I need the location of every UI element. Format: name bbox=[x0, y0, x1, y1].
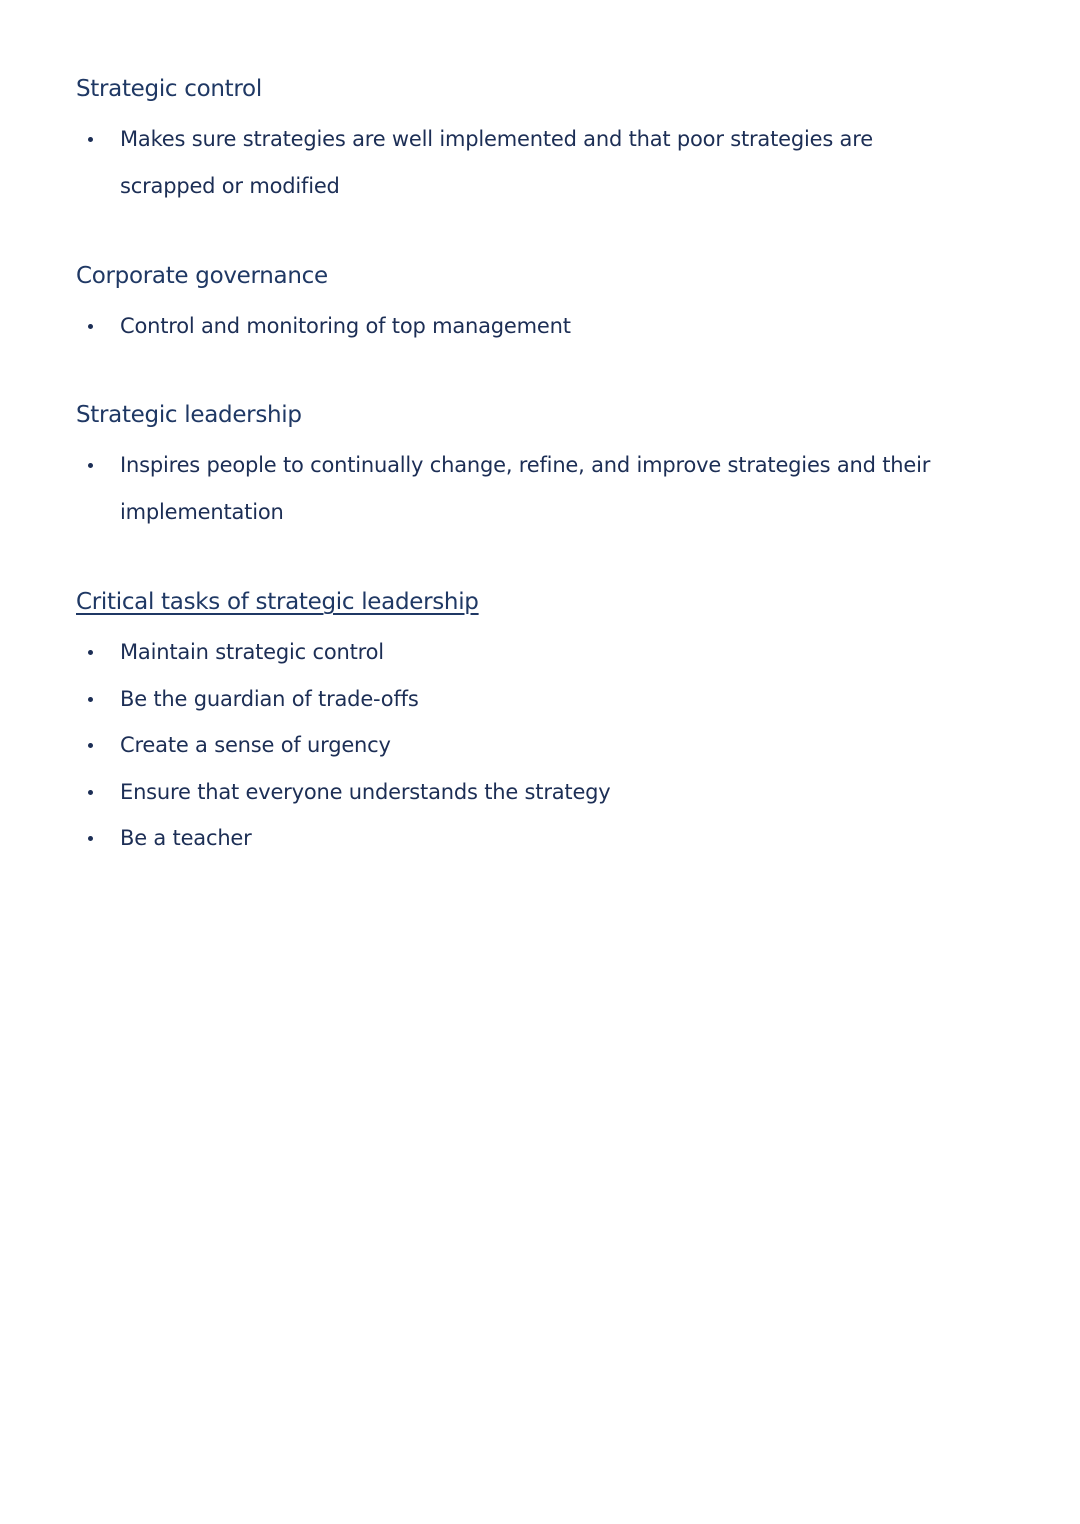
bullet-text: Makes sure strategies are well implemented and that poor strategies are scrapped or modified bbox=[120, 127, 873, 198]
list-item bbox=[76, 676, 1020, 723]
list-item bbox=[76, 629, 1020, 676]
bullet-text: Control and monitoring of top management bbox=[120, 314, 571, 338]
list-item bbox=[76, 815, 1020, 862]
bullet-text: Create a sense of urgency bbox=[120, 733, 391, 757]
bullet-text: Be a teacher bbox=[120, 826, 252, 850]
bullet-icon bbox=[88, 137, 93, 142]
list-item bbox=[76, 116, 920, 209]
list-item bbox=[76, 722, 1020, 769]
heading-strategic-control: Strategic control bbox=[76, 76, 262, 102]
bullet-icon bbox=[88, 650, 93, 655]
bullet-icon bbox=[88, 743, 93, 748]
heading-corporate-governance: Corporate governance bbox=[76, 263, 328, 289]
bullet-icon bbox=[88, 836, 93, 841]
heading-strategic-leadership: Strategic leadership bbox=[76, 402, 302, 428]
list-item bbox=[76, 769, 1020, 816]
list-item bbox=[76, 303, 1020, 350]
bullet-text: Be the guardian of trade-offs bbox=[120, 686, 419, 711]
bullet-icon bbox=[88, 463, 93, 468]
section-critical-tasks bbox=[76, 587, 1020, 862]
bullet-list bbox=[76, 629, 1020, 862]
section-strategic-leadership bbox=[76, 400, 1020, 535]
heading-critical-tasks: Critical tasks of strategic leadership bbox=[76, 589, 479, 615]
bullet-list bbox=[76, 303, 1020, 350]
bullet-icon bbox=[88, 697, 93, 702]
bullet-text: Ensure that everyone understands the strategy bbox=[120, 779, 611, 804]
bullet-list bbox=[76, 116, 1020, 209]
section-strategic-control bbox=[76, 74, 1020, 209]
bullet-icon bbox=[88, 324, 93, 329]
bullet-text: Inspires people to continually change, refine, and improve strategies and their implementation bbox=[120, 453, 931, 524]
bullet-list bbox=[76, 442, 1020, 535]
bullet-icon bbox=[88, 790, 93, 795]
list-item bbox=[76, 442, 960, 535]
section-corporate-governance bbox=[76, 261, 1020, 350]
bullet-text: Maintain strategic control bbox=[120, 640, 384, 664]
